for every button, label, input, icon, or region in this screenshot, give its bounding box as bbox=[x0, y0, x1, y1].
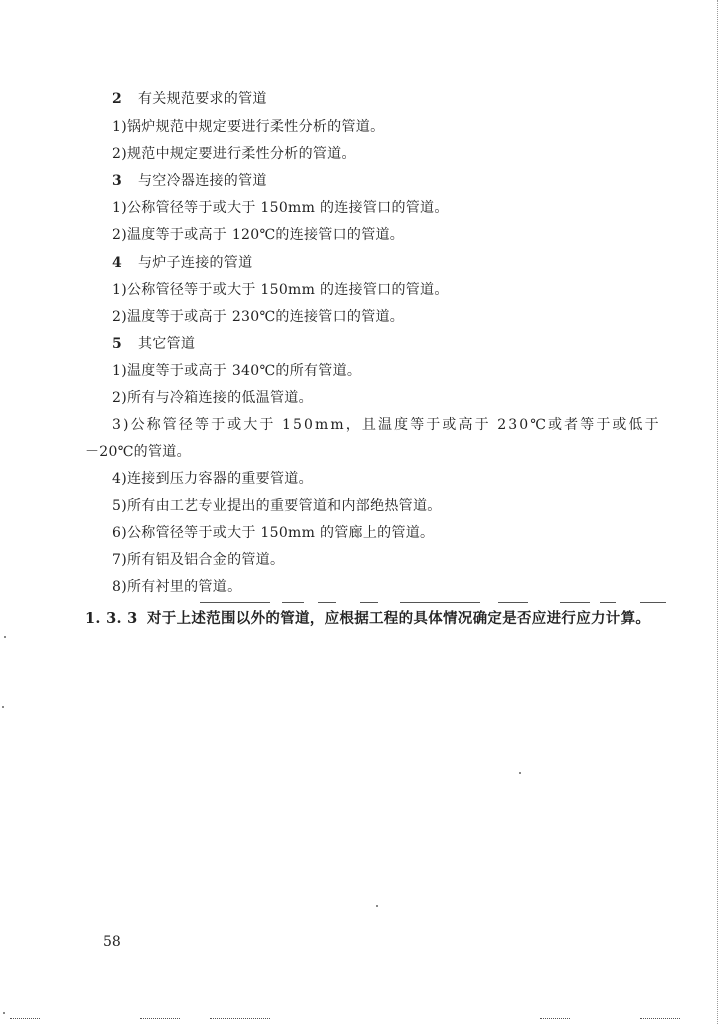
list-item: 1)锅炉规范中规定要进行柔性分析的管道。 bbox=[112, 119, 385, 135]
scan-rule-fragment bbox=[200, 602, 270, 603]
scan-rule-fragment bbox=[640, 602, 666, 603]
scan-rule-fragment bbox=[600, 602, 616, 603]
section-title: 与炉子连接的管道 bbox=[138, 255, 253, 271]
section-number: 4 bbox=[112, 255, 123, 271]
section-heading bbox=[112, 172, 267, 190]
list-item: 1)公称管径等于或大于 150mm 的连接管口的管道。 bbox=[112, 200, 449, 216]
scan-speck bbox=[2, 706, 4, 708]
section-number: 3 bbox=[112, 173, 123, 189]
list-item: 8)所有衬里的管道。 bbox=[112, 579, 242, 595]
section-title: 其它管道 bbox=[138, 336, 196, 352]
list-item: 1)公称管径等于或大于 150mm 的连接管口的管道。 bbox=[112, 282, 449, 298]
list-item: 1)温度等于或高于 340℃的所有管道。 bbox=[112, 363, 362, 379]
scan-speck bbox=[4, 636, 6, 638]
list-item: 4)连接到压力容器的重要管道。 bbox=[112, 471, 313, 487]
list-item: 3)公称管径等于或大于 150mm，且温度等于或高于 230℃或者等于或低于 bbox=[112, 417, 661, 433]
scan-rule-fragment bbox=[140, 1018, 180, 1019]
scan-rule-fragment bbox=[640, 1018, 680, 1019]
list-item-continuation: －20℃的管道。 bbox=[85, 444, 191, 460]
page-number: 58 bbox=[103, 934, 121, 950]
scan-speck bbox=[3, 1012, 5, 1014]
clause-text: 对于上述范围以外的管道，应根据工程的具体情况确定是否应进行应力计算。 bbox=[147, 610, 651, 627]
scan-rule-fragment bbox=[318, 602, 336, 603]
scan-rule-fragment bbox=[540, 1018, 570, 1019]
list-item: 2)所有与冷箱连接的低温管道。 bbox=[112, 390, 313, 406]
section-title: 与空冷器连接的管道 bbox=[138, 173, 267, 189]
scan-rule-fragment bbox=[560, 602, 590, 603]
scan-rule-fragment bbox=[210, 1018, 270, 1019]
scan-rule-fragment bbox=[498, 602, 528, 603]
section-number: 2 bbox=[112, 91, 123, 107]
section-heading bbox=[112, 90, 267, 108]
list-item: 2)温度等于或高于 230℃的连接管口的管道。 bbox=[112, 309, 405, 325]
scan-rule-fragment bbox=[282, 602, 304, 603]
scan-edge-artifact bbox=[716, 0, 718, 1024]
section-number: 5 bbox=[112, 336, 123, 352]
clause-paragraph bbox=[85, 610, 650, 628]
list-item: 2)温度等于或高于 120℃的连接管口的管道。 bbox=[112, 227, 405, 243]
list-item: 6)公称管径等于或大于 150mm 的管廊上的管道。 bbox=[112, 525, 435, 541]
list-item: 7)所有铝及铝合金的管道。 bbox=[112, 552, 285, 568]
section-title: 有关规范要求的管道 bbox=[138, 91, 267, 107]
clause-number: 1. 3. 3 bbox=[85, 610, 138, 627]
section-heading bbox=[112, 254, 252, 272]
scan-speck bbox=[519, 772, 521, 774]
section-heading bbox=[112, 335, 195, 353]
scan-rule-fragment bbox=[360, 602, 378, 603]
list-item: 2)规范中规定要进行柔性分析的管道。 bbox=[112, 146, 356, 162]
scan-rule-fragment bbox=[400, 602, 480, 603]
scan-rule-fragment bbox=[10, 1018, 40, 1019]
list-item: 5)所有由工艺专业提出的重要管道和内部绝热管道。 bbox=[112, 498, 442, 514]
scan-speck bbox=[376, 905, 378, 907]
